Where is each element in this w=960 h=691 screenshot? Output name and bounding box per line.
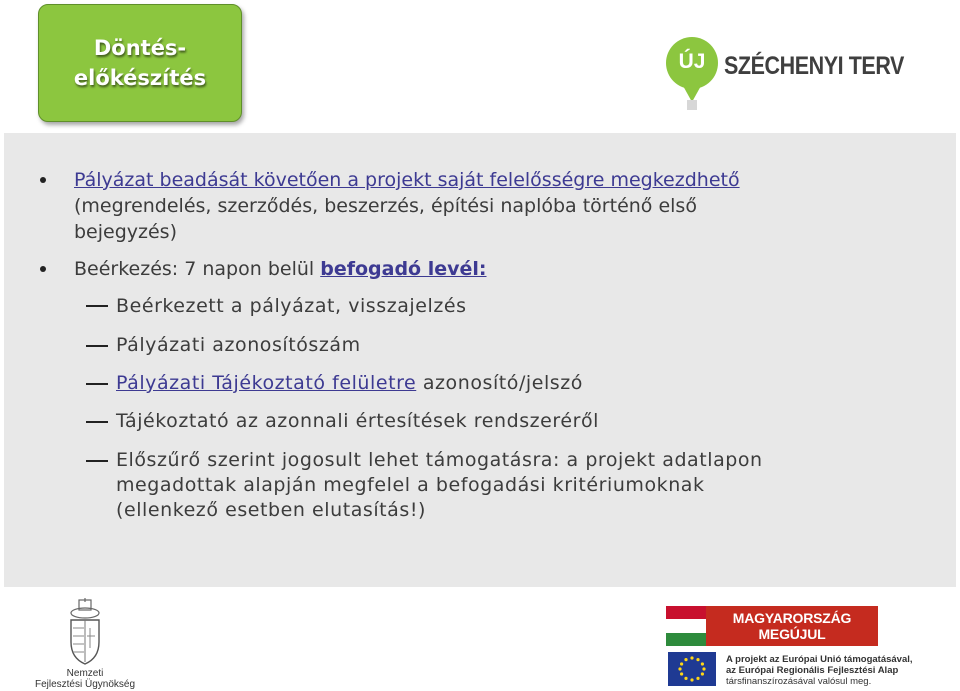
agency-name-line2: Fejlesztési Ügynökség [34, 679, 136, 690]
tajekoztato-felulet-link[interactable]: Pályázati Tájékoztató felületre [116, 372, 417, 394]
bullet-1-line1: Pályázat beadását követően a projekt saját felelősségre megkezdhető [74, 169, 740, 191]
sub-item-3-rest: azonosító/jelszó [416, 372, 583, 394]
bullet-dot [40, 177, 46, 183]
dash-marker [86, 421, 108, 423]
befogado-level-link[interactable]: befogadó levél: [320, 258, 487, 280]
eu-note-line2: az Európai Regionális Fejlesztési Alap [726, 665, 899, 676]
brand-name: SZÉCHENYI TERV [724, 52, 904, 80]
sub-item-4: Tájékoztató az azonnali értesítések rendszeréről [116, 410, 599, 432]
bullet-2-prefix: Beérkezés: 7 napon belül [74, 258, 321, 280]
eu-note-line1: A projekt az Európai Unió támogatásával, [726, 654, 913, 665]
uj-szechenyi-terv-logo [664, 36, 924, 116]
sub-item-5-line1: Előszűrő szerint jogosult lehet támogatásra: a projekt adatlapon [116, 449, 763, 471]
sub-item-5-line3: (ellenkező esetben elutasítás!) [116, 499, 426, 521]
uj-badge-text: ÚJ [678, 50, 706, 73]
dash-marker [86, 460, 108, 462]
nfu-logo [30, 598, 140, 690]
uj-badge-icon [664, 36, 720, 116]
agency-name-line1: Nemzeti [66, 668, 104, 679]
dash-marker [86, 383, 108, 385]
sub-item-2: Pályázati azonosítószám [116, 334, 361, 356]
dash-marker [86, 305, 108, 307]
magyarorszag-megujul-banner [666, 606, 878, 646]
bullet-2 [74, 256, 864, 282]
bullet-1-line2: (megrendelés, szerződés, beszerzés, építési naplóba történő első [74, 195, 697, 217]
bullet-dot [40, 266, 46, 272]
sub-item-5-line2: megadottak alapján megfelel a befogadási kritériumoknak [116, 474, 705, 496]
section-title-line2: előkészítés [73, 66, 207, 90]
coat-of-arms-icon [65, 598, 105, 666]
slogan-text: MAGYARORSZÁG MEGÚJUL [732, 610, 852, 642]
sub-item-1: Beérkezett a pályázat, visszajelzés [116, 295, 467, 317]
hungarian-flag-icon [666, 606, 706, 646]
eu-funding-note [726, 654, 956, 687]
eu-note-line3: társfinanszírozásával valósul meg. [726, 676, 872, 687]
section-title-line1: Döntés- [93, 36, 187, 60]
section-title-box [38, 4, 242, 122]
bullet-1-line3: bejegyzés) [74, 221, 177, 243]
eu-flag-icon [668, 652, 716, 686]
sub-item-3 [116, 370, 876, 396]
dash-marker [86, 345, 108, 347]
